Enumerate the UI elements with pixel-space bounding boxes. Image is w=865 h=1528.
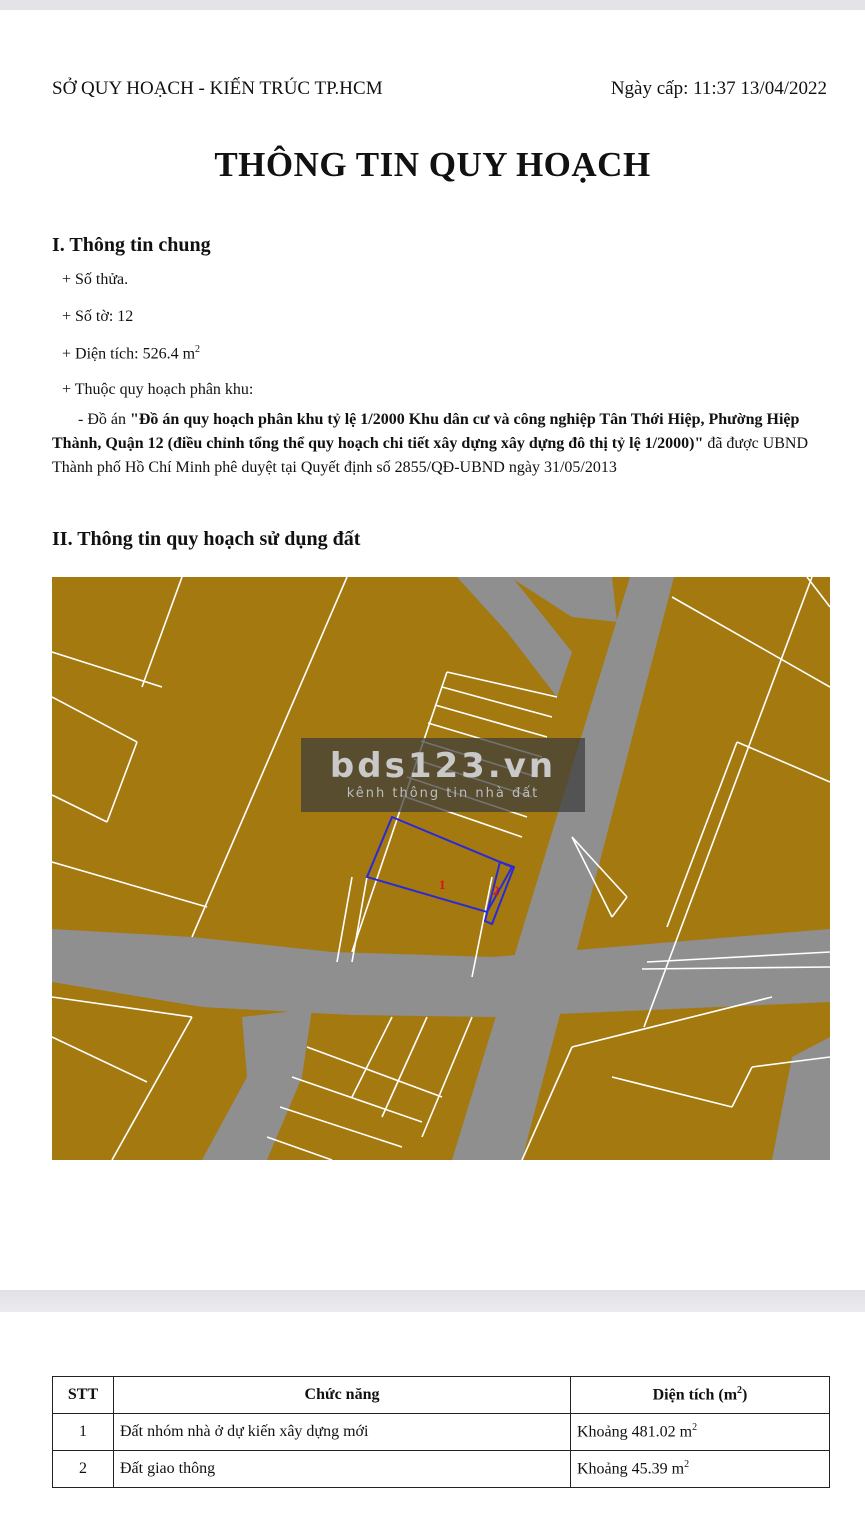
lot-line (267, 1137, 332, 1160)
lot-line (382, 1017, 427, 1117)
sheet-number: + Số tờ: 12 (62, 308, 134, 325)
col-stt: STT (53, 1377, 114, 1414)
lot-line (112, 1017, 192, 1160)
lot-line (612, 1077, 732, 1107)
lot-line (667, 742, 737, 927)
lower-right-road (772, 1037, 830, 1160)
lot-line (737, 742, 830, 782)
lower-left-road (202, 1009, 312, 1160)
table-row (53, 1414, 830, 1451)
row-function: Đất giao thông (114, 1451, 571, 1488)
row-function: Đất nhóm nhà ở dự kiến xây dựng mới (114, 1414, 571, 1451)
lot-line (422, 1017, 472, 1137)
map-label-1: 1 (439, 877, 446, 892)
lot-line (52, 697, 137, 742)
planning-map[interactable] (52, 577, 830, 1160)
col-area (571, 1377, 830, 1414)
page-break-bar (0, 1290, 865, 1312)
lot-line (142, 577, 182, 687)
lot-line (337, 877, 352, 962)
lot-line (612, 897, 627, 917)
lot-line (292, 1077, 422, 1122)
row-area-sup: 2 (692, 1422, 698, 1434)
lot-line (52, 862, 207, 907)
lot-line (807, 577, 830, 607)
watermark (301, 738, 585, 812)
project-description (52, 408, 822, 480)
parcel-area-unit-sup: 2 (195, 344, 201, 355)
lot-line (732, 1067, 752, 1107)
col-area-sup: 2 (737, 1385, 743, 1397)
lot-lines (52, 577, 830, 1160)
lot-line (352, 672, 447, 952)
lot-line (352, 1017, 392, 1097)
agency-name: SỞ QUY HOẠCH - KIẾN TRÚC TP.HCM (52, 78, 383, 99)
page-title: THÔNG TIN QUY HOẠCH (214, 145, 651, 184)
planning-map-svg (52, 577, 830, 1160)
road-network (52, 577, 830, 1160)
col-area-label: Diện tích (m (652, 1386, 738, 1404)
parcel-number: + Số thửa. (62, 271, 129, 288)
project-name: "Đồ án quy hoạch phân khu tỷ lệ 1/2000 Khu dân cư và công nghiệp Tân Thới Hiệp, Phường Hiệp Thành, Quận 12 (điều chỉnh tổng thể quy hoạch chi tiết xây dựng xây dựng đô thị tỷ lệ 1/2000)" (52, 411, 800, 452)
map-label-2: 2 (493, 883, 500, 898)
project-prefix: - Đồ án (78, 411, 130, 428)
lot-line (435, 705, 547, 737)
col-function: Chức năng (114, 1377, 571, 1414)
zone-plan-label: + Thuộc quy hoạch phân khu: (62, 381, 254, 398)
section-landuse-heading: II. Thông tin quy hoạch sử dụng đất (52, 528, 361, 550)
row-area (571, 1414, 830, 1451)
lot-line (107, 742, 137, 822)
watermark-sub: kênh thông tin nhà đất (346, 786, 540, 801)
row-area-sup: 2 (684, 1459, 690, 1471)
land-use-table (52, 1376, 830, 1488)
col-area-close: ) (742, 1386, 748, 1404)
parcel-area (62, 344, 200, 363)
top-edge-bar (0, 0, 865, 10)
lot-line (352, 877, 367, 962)
project-approval: đã được UBND Thành phố Hồ Chí Minh phê duyệt tại Quyết định số 2855/QĐ-UBND ngày 31/05/2013 (52, 435, 808, 476)
lot-line (52, 795, 107, 822)
table-header-row (53, 1377, 830, 1414)
watermark-main: bds123.vn (329, 746, 557, 786)
cross-road (52, 929, 830, 1017)
row-area (571, 1451, 830, 1488)
lot-line (52, 1037, 147, 1082)
issue-date: Ngày cấp: 11:37 13/04/2022 (610, 78, 827, 99)
lot-line (52, 652, 162, 687)
subject-parcel (367, 817, 514, 924)
row-stt: 2 (53, 1451, 114, 1488)
row-area-value: Khoảng 481.02 m (577, 1423, 693, 1441)
table-row (53, 1451, 830, 1488)
section-general-heading: I. Thông tin chung (52, 234, 211, 256)
row-stt: 1 (53, 1414, 114, 1451)
parcel-area-value: + Diện tích: 526.4 m (62, 345, 196, 363)
row-area-value: Khoảng 45.39 m (577, 1460, 685, 1478)
lot-line (672, 597, 830, 687)
